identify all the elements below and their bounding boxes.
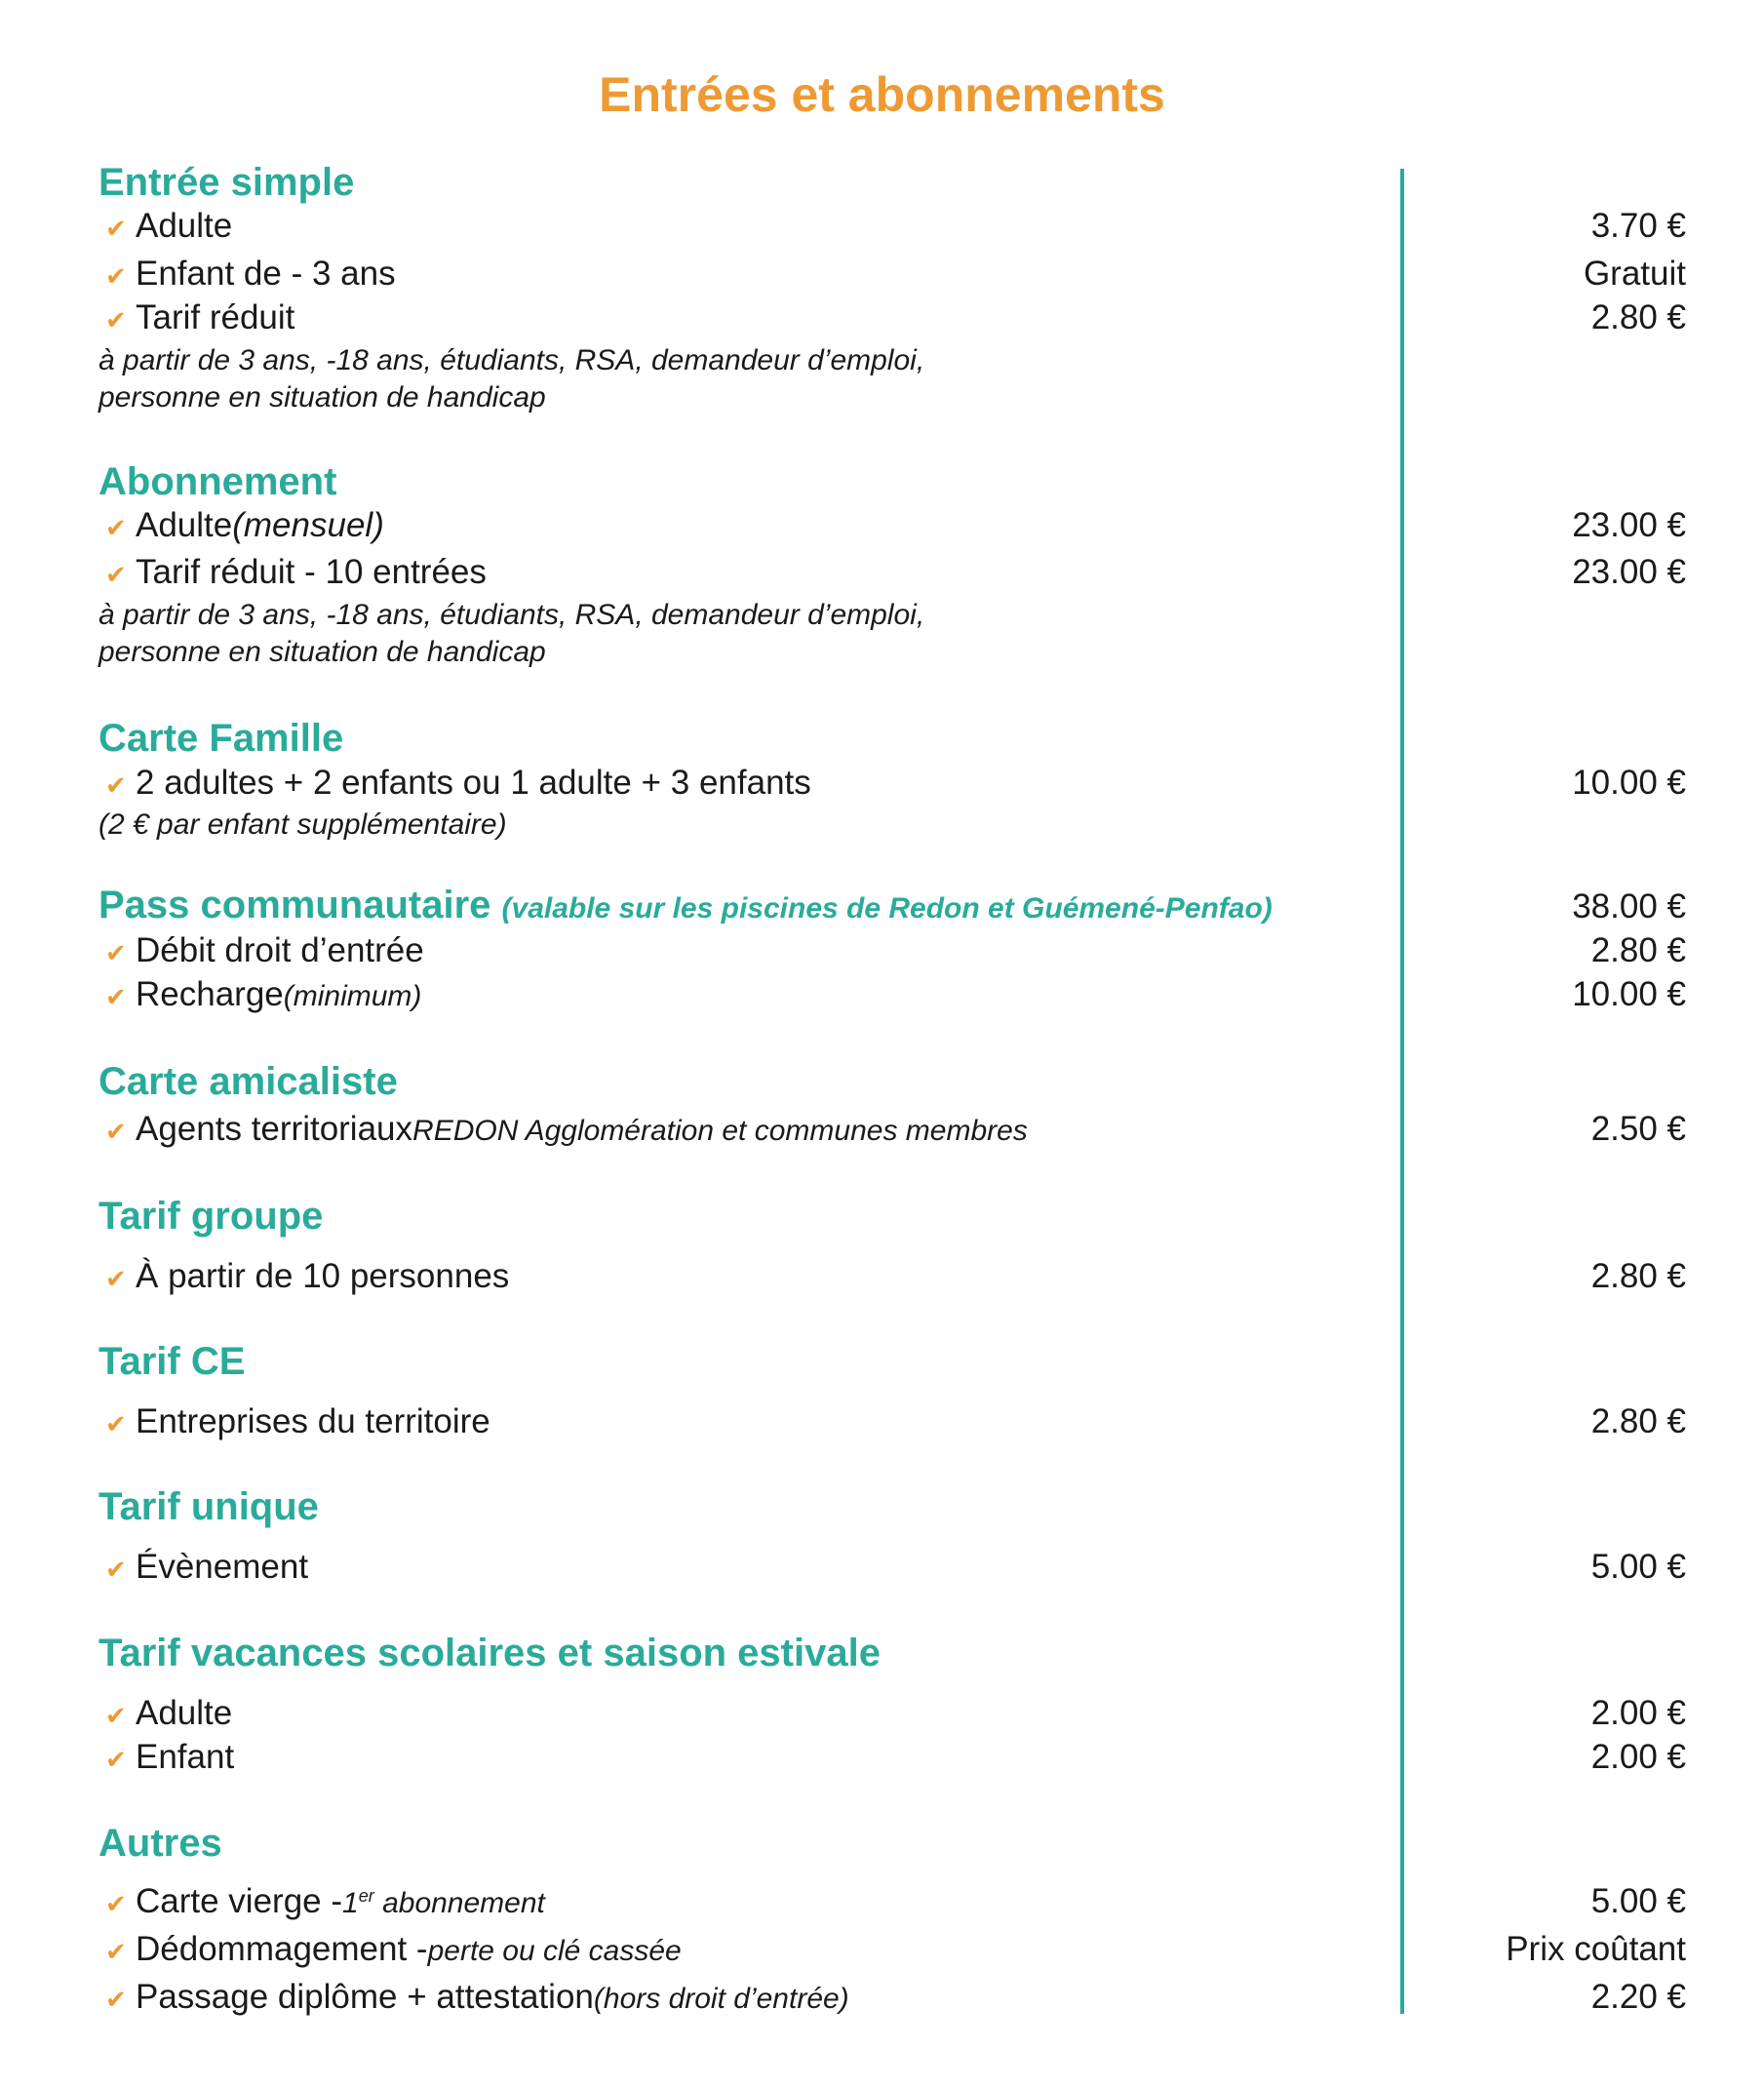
list-item <box>105 1738 234 1777</box>
check-icon: ✔ <box>105 1409 127 1438</box>
item-price: 2.80 € <box>1590 931 1686 969</box>
item-detail: (mensuel) <box>232 506 384 544</box>
item-detail: (minimum) <box>283 980 422 1012</box>
heading-note: (valable sur les piscines de Redon et Guémené-Penfao) <box>501 892 1273 925</box>
item-note: personne en situation de handicap <box>98 636 546 668</box>
item-label: Passage diplôme + attestation <box>136 1978 594 2016</box>
item-price: 2.80 € <box>1590 1402 1686 1440</box>
check-icon: ✔ <box>105 1889 127 1918</box>
item-price: 2.20 € <box>1590 1978 1686 2016</box>
section-price: 38.00 € <box>1572 887 1686 925</box>
item-note: à partir de 3 ans, -18 ans, étudiants, RSA, demandeur d’emploi, <box>98 344 925 376</box>
section-heading-autres: Autres <box>98 1822 222 1865</box>
item-label: Tarif réduit <box>136 298 295 336</box>
check-icon: ✔ <box>105 305 127 335</box>
item-label: Dédommagement - <box>136 1930 428 1968</box>
list-item <box>105 553 487 592</box>
check-icon: ✔ <box>105 1117 127 1146</box>
section-heading-abonnement: Abonnement <box>98 460 337 503</box>
check-icon: ✔ <box>105 261 127 291</box>
page-title: Entrées et abonnements <box>599 67 1165 122</box>
item-label: Carte vierge - <box>136 1882 343 1920</box>
item-price: 2.80 € <box>1590 298 1686 336</box>
section-heading-tarif-unique: Tarif unique <box>98 1485 319 1528</box>
list-item <box>105 207 232 246</box>
item-label: Adulte <box>136 1694 233 1732</box>
item-price: 5.00 € <box>1590 1548 1686 1586</box>
item-note: personne en situation de handicap <box>98 381 546 413</box>
section-heading-entree-simple: Entrée simple <box>98 161 355 204</box>
check-icon: ✔ <box>105 1937 127 1966</box>
section-heading-tarif-vacances: Tarif vacances scolaires et saison estivale <box>98 1632 881 1674</box>
list-item <box>105 1930 682 1969</box>
check-icon: ✔ <box>105 1555 127 1584</box>
ordinal-number: 1 <box>342 1887 359 1919</box>
check-icon: ✔ <box>105 938 127 967</box>
item-price: Gratuit <box>1583 255 1686 293</box>
item-price: 5.00 € <box>1590 1882 1686 1920</box>
item-price: 10.00 € <box>1572 975 1686 1013</box>
item-label: 2 adultes + 2 enfants ou 1 adulte + 3 enfants <box>136 764 811 802</box>
section-heading-carte-famille: Carte Famille <box>98 717 344 760</box>
item-price: 3.70 € <box>1590 207 1686 245</box>
item-price: 2.00 € <box>1590 1738 1686 1776</box>
section-heading-carte-amicaliste: Carte amicaliste <box>98 1060 398 1103</box>
item-price: 10.00 € <box>1572 764 1686 802</box>
item-label: Adulte <box>136 207 233 245</box>
check-icon: ✔ <box>105 1745 127 1774</box>
item-detail: REDON Agglomération et communes membres <box>412 1115 1028 1147</box>
list-item <box>105 1978 849 2017</box>
list-item <box>105 1694 232 1733</box>
check-icon: ✔ <box>105 214 127 243</box>
item-detail: perte ou clé cassée <box>427 1935 682 1967</box>
list-item <box>105 1548 308 1587</box>
list-item <box>105 764 811 803</box>
item-note: à partir de 3 ans, -18 ans, étudiants, RSA, demandeur d’emploi, <box>98 599 925 631</box>
list-item <box>105 1402 490 1441</box>
list-item <box>105 255 396 294</box>
item-price: 2.00 € <box>1590 1694 1686 1732</box>
section-heading-tarif-groupe: Tarif groupe <box>98 1195 324 1238</box>
list-item <box>105 1110 1028 1149</box>
item-detail: (hors droit d’entrée) <box>593 1983 849 2015</box>
heading-label: Pass communautaire <box>98 884 491 926</box>
list-item <box>105 1882 545 1921</box>
list-item <box>105 506 384 545</box>
list-item <box>105 298 294 337</box>
item-price: 2.50 € <box>1590 1110 1686 1148</box>
item-price: 23.00 € <box>1572 553 1686 591</box>
item-label: Tarif réduit - 10 entrées <box>136 553 487 591</box>
item-detail-ordinal <box>342 1886 545 1920</box>
item-label: Adulte <box>136 506 233 544</box>
section-heading-pass-communautaire <box>98 884 1273 927</box>
item-label: À partir de 10 personnes <box>136 1257 510 1295</box>
item-label: Enfant <box>136 1738 235 1776</box>
item-label: Débit droit d’entrée <box>136 931 424 969</box>
item-price: 2.80 € <box>1590 1257 1686 1295</box>
list-item <box>105 1257 509 1296</box>
item-label: Entreprises du territoire <box>136 1402 490 1440</box>
check-icon: ✔ <box>105 770 127 800</box>
list-item <box>105 975 421 1014</box>
check-icon: ✔ <box>105 1701 127 1730</box>
item-label: Évènement <box>136 1548 309 1586</box>
item-label: Recharge <box>136 975 284 1013</box>
item-label: Enfant de - 3 ans <box>136 255 396 293</box>
column-divider <box>1400 169 1404 2014</box>
item-price: Prix coûtant <box>1506 1930 1686 1968</box>
check-icon: ✔ <box>105 560 127 589</box>
check-icon: ✔ <box>105 1985 127 2014</box>
check-icon: ✔ <box>105 513 127 542</box>
item-label: Agents territoriaux <box>136 1110 413 1148</box>
check-icon: ✔ <box>105 982 127 1011</box>
section-heading-tarif-ce: Tarif CE <box>98 1340 246 1383</box>
item-note: (2 € par enfant supplémentaire) <box>98 808 507 841</box>
item-price: 23.00 € <box>1572 506 1686 544</box>
item-detail: abonnement <box>373 1887 545 1919</box>
ordinal-suffix: er <box>358 1886 374 1906</box>
check-icon: ✔ <box>105 1264 127 1293</box>
list-item <box>105 931 424 970</box>
